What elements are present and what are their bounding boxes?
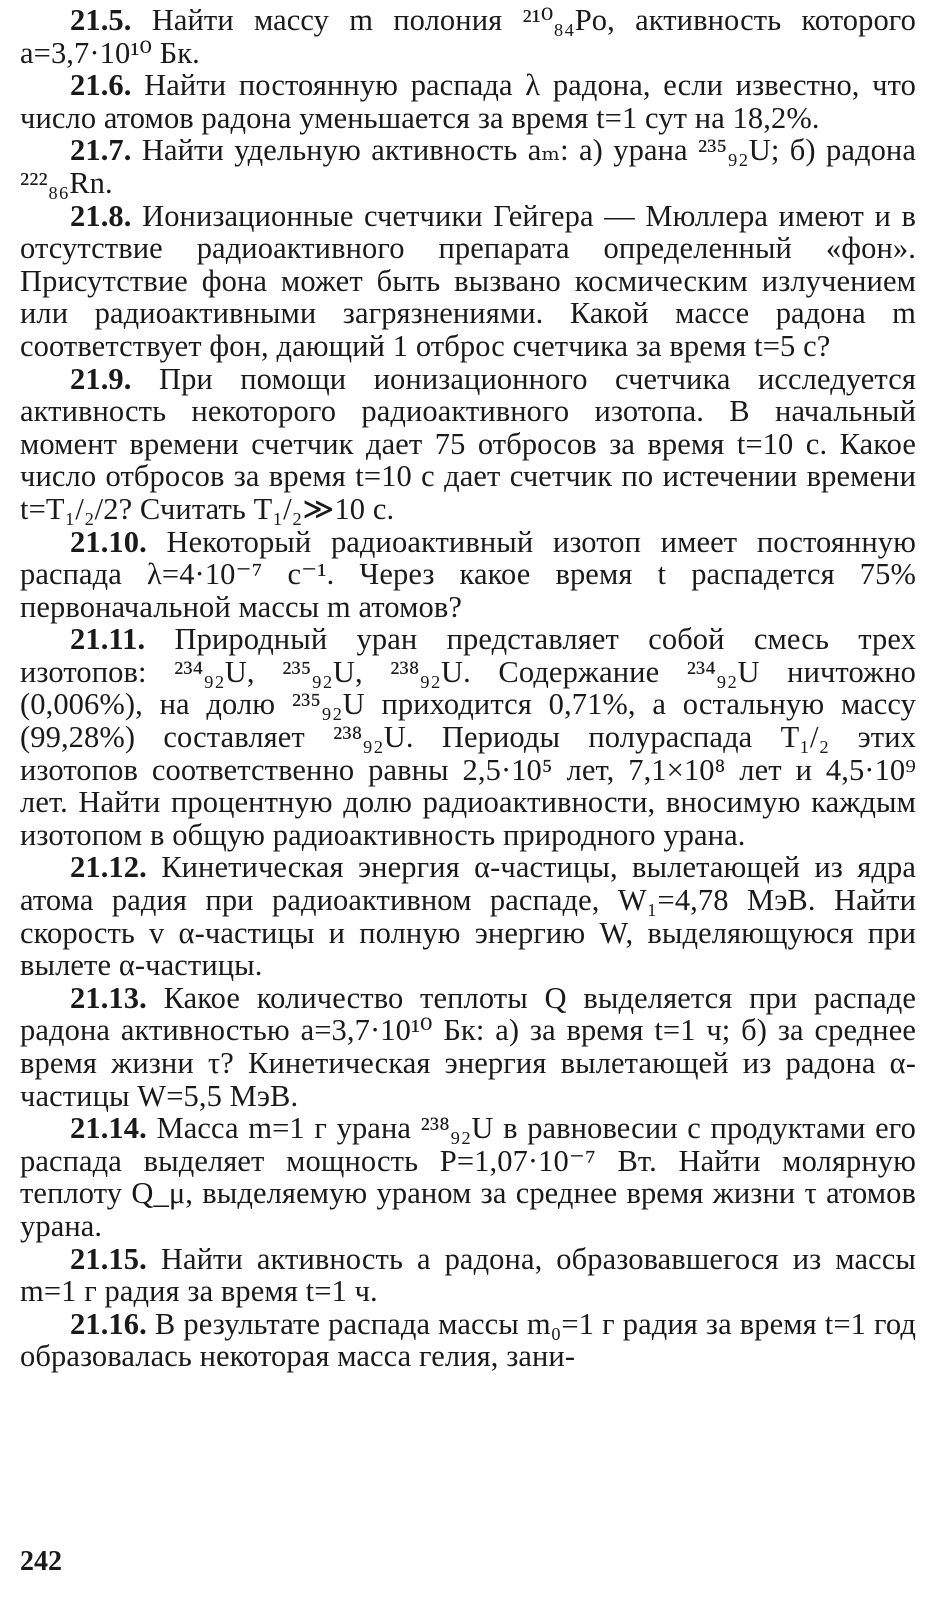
problem-number: 21.16. [70, 1306, 147, 1341]
problem-text: Кинетическая энергия α-частицы, вылетающей из ядра атома радия при радиоактивном распаде, W₁=4,78 МэВ. Найти скорость v α-частицы и полную энергию W, выделяющуюся при вылете α-частицы. [20, 850, 916, 983]
problem-text: Найти массу m полония ²¹⁰₈₄Po, активность которого a=3,7·10¹⁰ Бк. [20, 3, 917, 70]
problem-text: Найти постоянную распада λ радона, если известно, что число атомов радона уменьшается за время t=1 сут на 18,2%. [20, 68, 916, 135]
problem-number: 21.7. [70, 133, 132, 168]
problem-number: 21.5. [70, 3, 132, 37]
problem-number: 21.8. [70, 198, 132, 233]
problem-text: В результате распада массы m₀=1 г радия за время t=1 год образовалась некоторая масса гелия, зани- [20, 1306, 916, 1374]
problem-21-8 [20, 200, 916, 363]
page-number: 242 [20, 1546, 62, 1577]
problem-number: 21.11. [70, 622, 146, 657]
problem-21-13 [20, 982, 916, 1112]
problem-21-15 [20, 1243, 916, 1308]
problem-number: 21.10. [70, 524, 147, 559]
problem-number: 21.15. [70, 1241, 147, 1276]
problem-number: 21.12. [70, 850, 147, 885]
problem-number: 21.14. [70, 1111, 147, 1146]
problem-number: 21.9. [70, 361, 132, 396]
problem-text: Масса m=1 г урана ²³⁸₉₂U в равновесии с продуктами его распада выделяет мощность P=1,07·10⁻⁷ Вт. Найти молярную теплоту Q_μ, выделяемую ураном за среднее время жизни τ атомов урана. [20, 1111, 917, 1243]
problem-number: 21.13. [70, 980, 147, 1015]
problem-21-14 [20, 1112, 916, 1242]
problem-text: Найти активность a радона, образовавшегося из массы m=1 г радия за время t=1 ч. [20, 1241, 916, 1309]
problem-number: 21.6. [70, 68, 132, 103]
problem-21-16 [20, 1308, 916, 1373]
problem-text: Ионизационные счетчики Гейгера — Мюллера имеют и в отсутствие радиоактивного препарата определенный «фон». Присутствие фона может быть вызвано космическим излучением или радиоактивными загрязнениями. Какой массе радона m соответствует фон, дающий 1 отброс счетчика за время t=5 с? [20, 198, 916, 363]
problem-21-5 [20, 4, 916, 69]
problem-21-9 [20, 363, 916, 526]
problem-text: Найти удельную активность aₘ: а) урана ²³⁵₉₂U; б) радона ²²²₈₆Rn. [20, 133, 916, 200]
problem-21-7 [20, 134, 916, 199]
problem-text: Некоторый радиоактивный изотоп имеет постоянную распада λ=4·10⁻⁷ с⁻¹. Через какое время t распадется 75% первоначальной массы m атомов? [20, 524, 916, 624]
problem-21-11 [20, 623, 916, 851]
problem-21-10 [20, 526, 916, 624]
problem-text: Какое количество теплоты Q выделяется при распаде радона активностью a=3,7·10¹⁰ Бк: а) за время t=1 ч; б) за среднее время жизни τ? Кинетическая энергия вылетающей из радона α-частицы W=5,5 МэВ. [20, 980, 916, 1113]
problem-text: Природный уран представляет собой смесь трех изотопов: ²³⁴₉₂U, ²³⁵₉₂U, ²³⁸₉₂U. Содержание ²³⁴₉₂U ничтожно (0,006%), на долю ²³⁵₉₂U приходится 0,71%, а остальную массу (99,28%) составляет ²³⁸₉₂U. Периоды полураспада T₁/₂ этих изотопов соответственно равны 2,5·10⁵ лет, 7,1×10⁸ лет и 4,5·10⁹ лет. Найти процентную долю радиоактивности, вносимую каждым изотопом в общую радиоактивность природного урана. [20, 622, 916, 852]
problem-text: При помощи ионизационного счетчика исследуется активность некоторого радиоактивного изотопа. В начальный момент времени счетчик дает 75 отбросов за время t=10 с. Какое число отбросов за время t=10 с дает счетчик по истечении времени t=T₁/₂/2? Считать T₁/₂≫10 с. [20, 361, 916, 526]
problem-21-6 [20, 69, 916, 134]
problem-21-12 [20, 851, 916, 981]
